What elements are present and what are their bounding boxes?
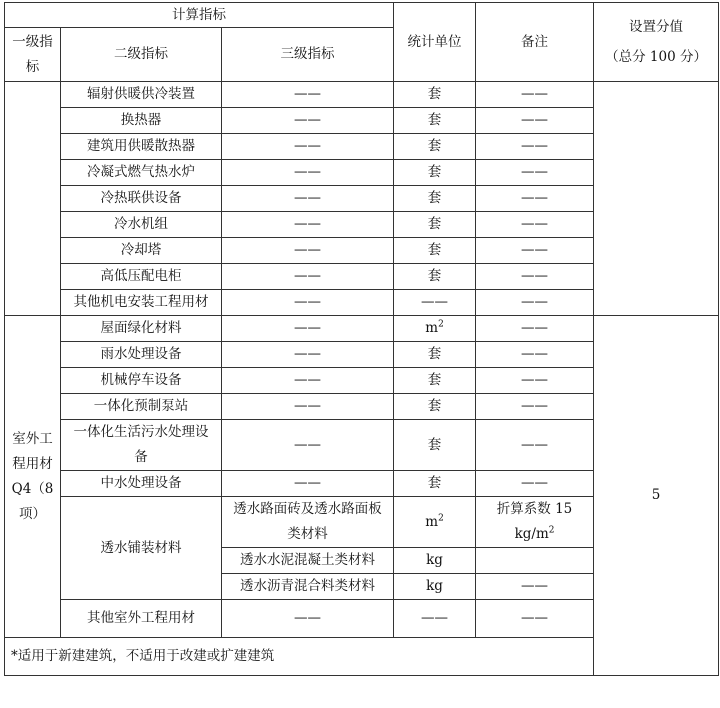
row-unit: 套 [394, 186, 476, 212]
row-level3: 透水水泥混凝土类材料 [222, 548, 394, 574]
row-unit: kg [394, 574, 476, 600]
row-remark: —— [476, 471, 594, 497]
row-level3: —— [222, 108, 394, 134]
row-unit: 套 [394, 420, 476, 471]
row-remark: —— [476, 342, 594, 368]
row-unit: 套 [394, 471, 476, 497]
row-remark: —— [476, 290, 594, 316]
row-remark: —— [476, 82, 594, 108]
group-q4-level1: 室外工程用材Q4（8项） [5, 316, 61, 638]
header-level1: 一级指标 [5, 28, 61, 82]
row-remark: —— [476, 574, 594, 600]
row-name: 建筑用供暖散热器 [61, 134, 222, 160]
row-name: 其他室外工程用材 [61, 600, 222, 638]
row-remark: —— [476, 186, 594, 212]
row-remark: —— [476, 264, 594, 290]
row-name: 冷热联供设备 [61, 186, 222, 212]
row-level3: —— [222, 471, 394, 497]
row-remark: —— [476, 368, 594, 394]
row-remark [476, 548, 594, 574]
row-unit: —— [394, 290, 476, 316]
row-unit: 套 [394, 342, 476, 368]
row-name: 冷凝式燃气热水炉 [61, 160, 222, 186]
row-name: 其他机电安装工程用材 [61, 290, 222, 316]
row-name: 中水处理设备 [61, 471, 222, 497]
row-level3: —— [222, 420, 394, 471]
row-level3: 透水沥青混合料类材料 [222, 574, 394, 600]
row-unit: 套 [394, 264, 476, 290]
row-level3: 透水路面砖及透水路面板类材料 [222, 497, 394, 548]
row-remark: —— [476, 394, 594, 420]
row-unit: 套 [394, 238, 476, 264]
row-name: 辐射供暖供冷装置 [61, 82, 222, 108]
row-unit: $m^2$ [394, 316, 476, 342]
group-q4-score: 5 [594, 316, 719, 676]
row-name: 机械停车设备 [61, 368, 222, 394]
row-name: 换热器 [61, 108, 222, 134]
row-level3: —— [222, 600, 394, 638]
row-name: 一体化生活污水处理设备 [61, 420, 222, 471]
header-level3: 三级指标 [222, 28, 394, 82]
row-level3: —— [222, 368, 394, 394]
row-unit: kg [394, 548, 476, 574]
row-remark: —— [476, 316, 594, 342]
row-unit: —— [394, 600, 476, 638]
footnote: *适用于新建建筑，不适用于改建或扩建建筑 [5, 638, 719, 676]
row-remark: 折算系数 15 $kg/m^2$ [476, 497, 594, 548]
row-unit: 套 [394, 212, 476, 238]
row-unit: 套 [394, 134, 476, 160]
row-remark: —— [476, 160, 594, 186]
row-remark: —— [476, 108, 594, 134]
row-level3: —— [222, 394, 394, 420]
indicator-table [4, 2, 719, 676]
header-score: 设置分值 （总分 100 分） [594, 3, 719, 82]
row-unit: 套 [394, 108, 476, 134]
header-unit: 统计单位 [394, 3, 476, 82]
header-level2: 二级指标 [61, 28, 222, 82]
row-name-paving: 透水铺装材料 [61, 497, 222, 600]
row-remark: —— [476, 600, 594, 638]
row-name: 冷水机组 [61, 212, 222, 238]
row-level3: —— [222, 342, 394, 368]
row-level3: —— [222, 186, 394, 212]
row-name: 冷却塔 [61, 238, 222, 264]
row-remark: —— [476, 212, 594, 238]
row-level3: —— [222, 160, 394, 186]
group-a-level1 [5, 82, 61, 316]
row-name: 高低压配电柜 [61, 264, 222, 290]
group-a-score [594, 82, 719, 316]
row-unit: 套 [394, 82, 476, 108]
row-unit: 套 [394, 394, 476, 420]
row-remark: —— [476, 134, 594, 160]
row-level3: —— [222, 82, 394, 108]
row-remark: —— [476, 238, 594, 264]
row-unit: 套 [394, 160, 476, 186]
header-remark: 备注 [476, 3, 594, 82]
row-level3: —— [222, 238, 394, 264]
row-name: 屋面绿化材料 [61, 316, 222, 342]
row-level3: —— [222, 290, 394, 316]
header-calc-indicators: 计算指标 [5, 3, 394, 28]
row-name: 雨水处理设备 [61, 342, 222, 368]
row-level3: —— [222, 264, 394, 290]
row-level3: —— [222, 212, 394, 238]
row-level3: —— [222, 316, 394, 342]
row-remark: —— [476, 420, 594, 471]
row-level3: —— [222, 134, 394, 160]
row-unit: $m^2$ [394, 497, 476, 548]
row-unit: 套 [394, 368, 476, 394]
row-name: 一体化预制泵站 [61, 394, 222, 420]
